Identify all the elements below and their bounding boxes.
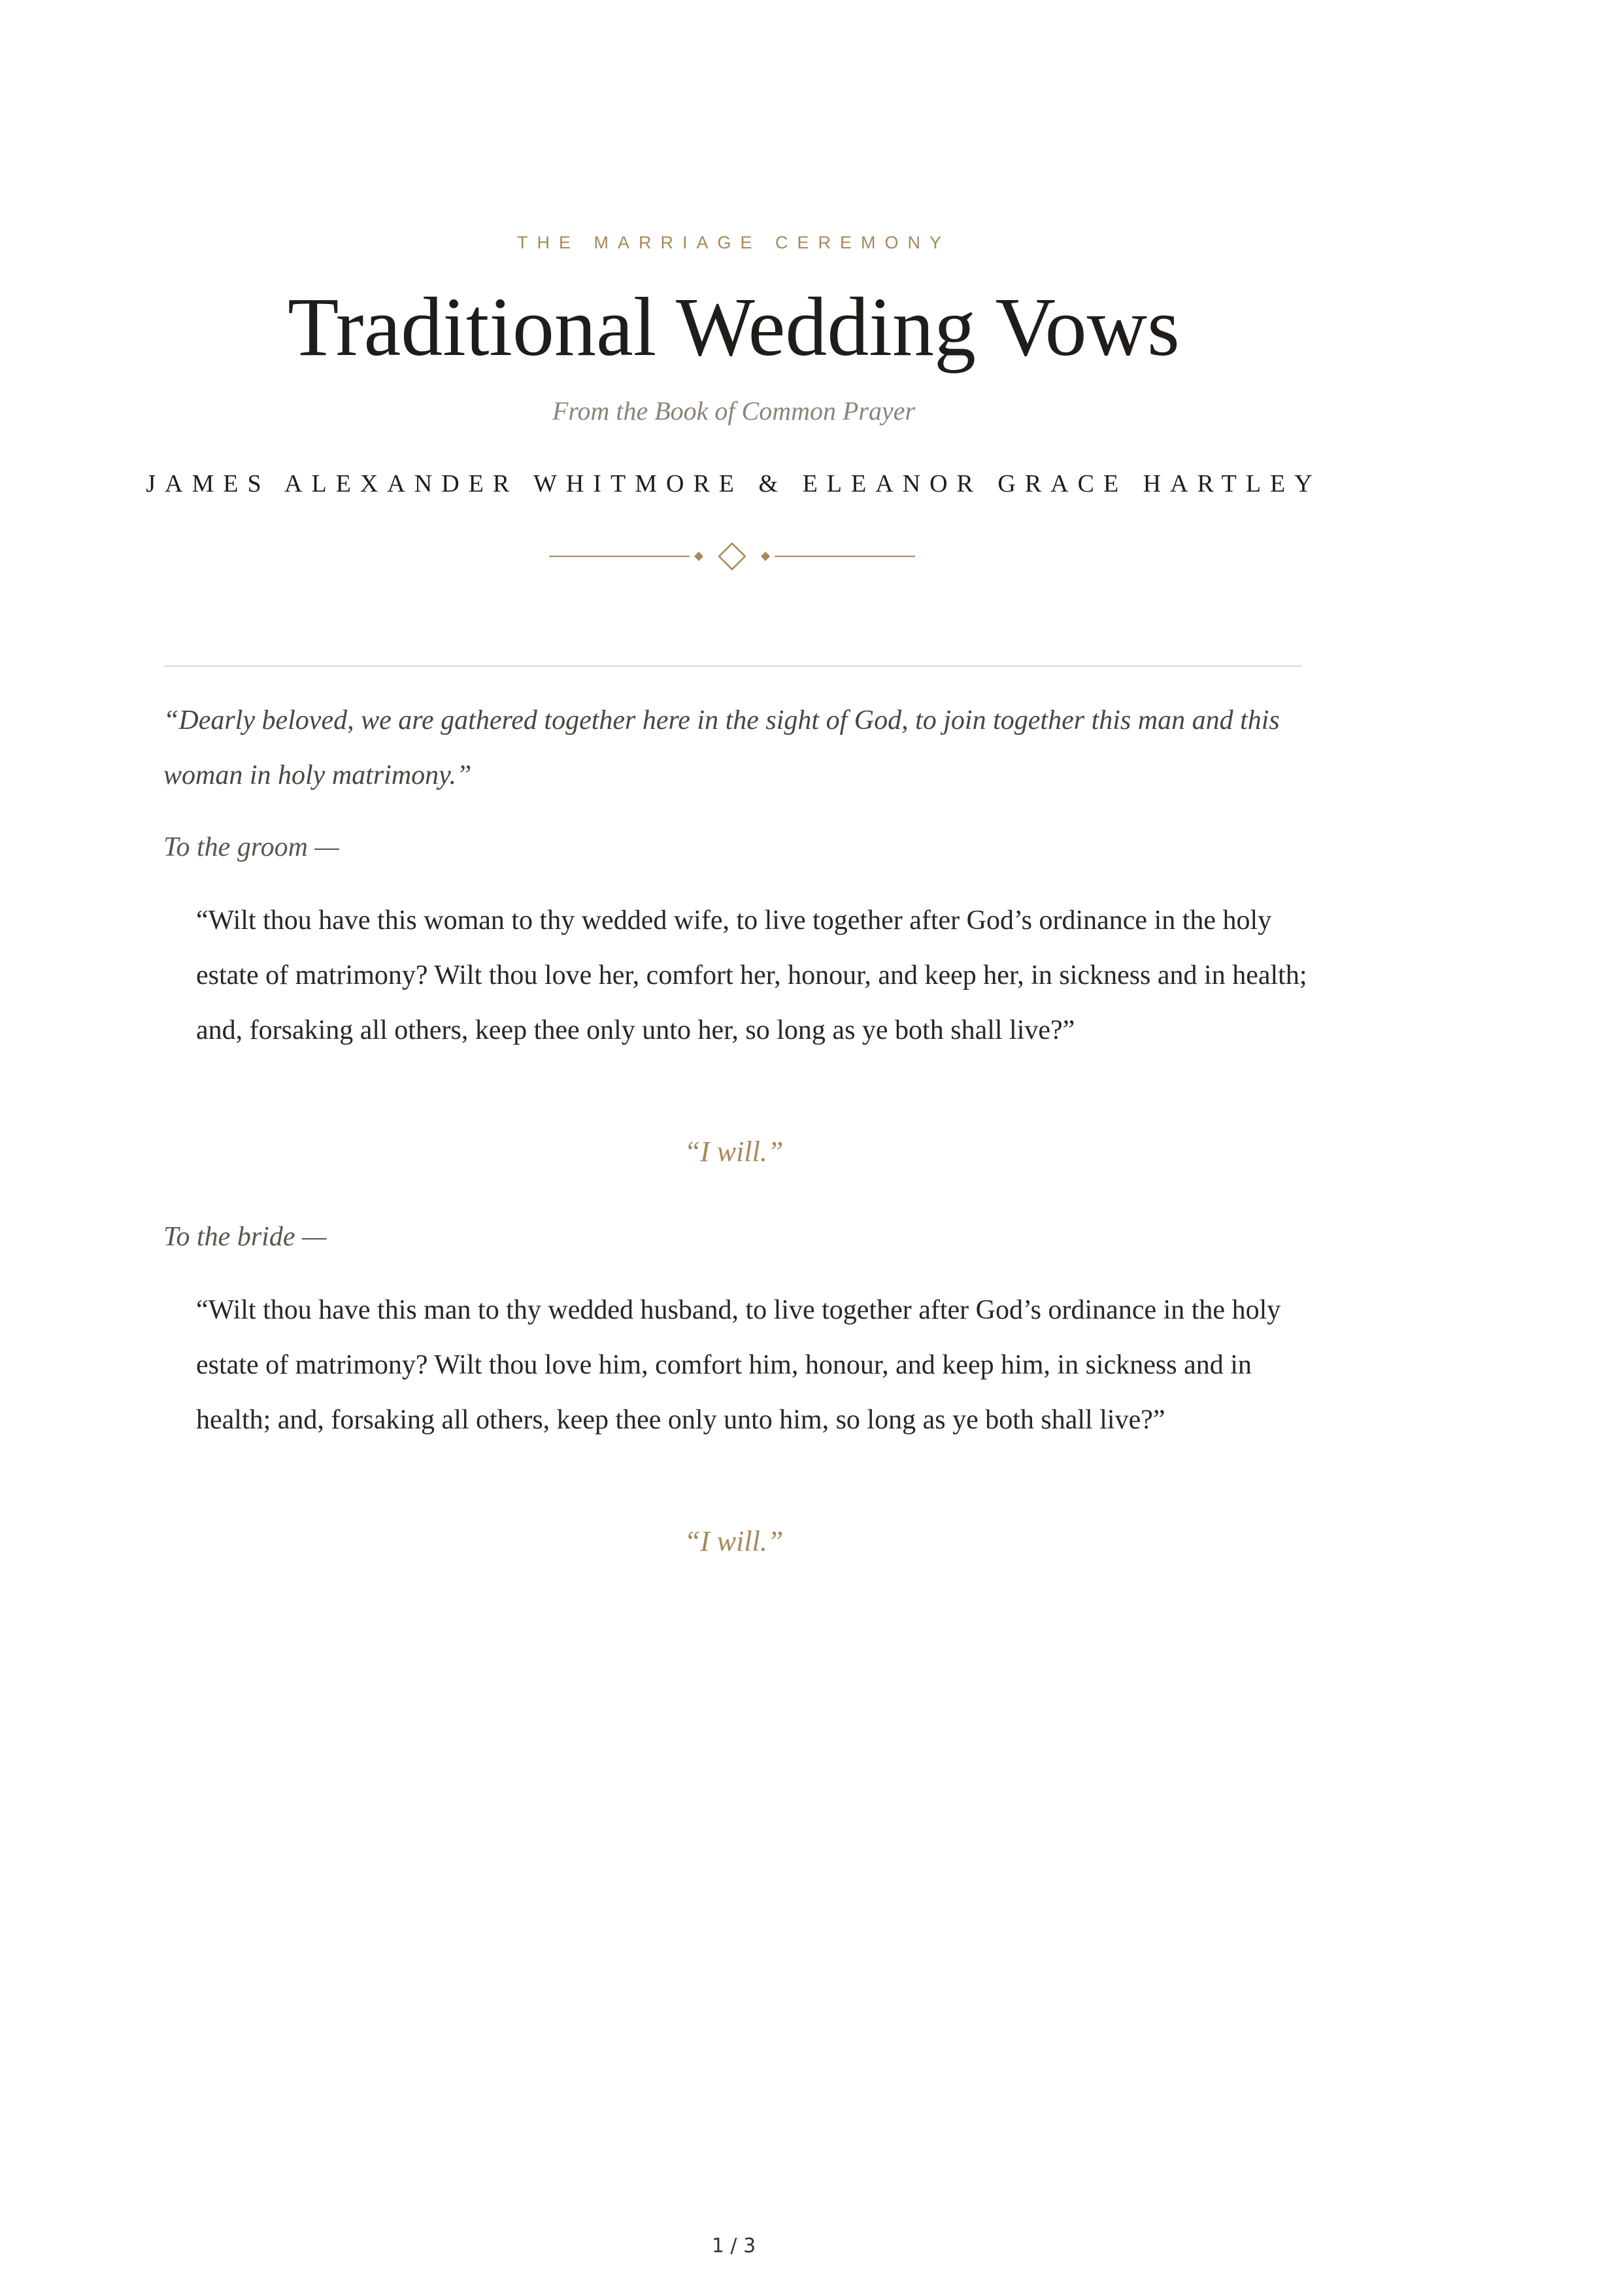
groom-vow: “Wilt thou have this woman to thy wedded wife, to live together after God’s ordinance in the holy estate of matrimony? Wilt thou love her, comfort her, honour, and keep her, in sickness and in health; and, forsaking all others, keep thee only unto her, so long as ye both shall live?” [196, 905, 1307, 1045]
page-number: 1 / 3 [711, 2235, 756, 2257]
intro-paragraph: “Dearly beloved, we are gathered together here in the sight of God, to join together this man and this woman in holy matrimony.” [163, 705, 1280, 790]
section-divider [163, 666, 1302, 667]
bride-vow: “Wilt thou have this man to thy wedded husband, to live together after God’s ordinance in the holy estate of matrimony? Wilt thou love him, comfort him, honour, and keep him, in sickness and in health; and, forsaking all others, keep thee only unto him, so long as ye both shall live?” [196, 1295, 1281, 1435]
diamond-ornament-icon [549, 540, 915, 573]
couple-names: JAMES ALEXANDER WHITMORE & ELEANOR GRACE HARTLEY [146, 470, 1322, 498]
subtitle: From the Book of Common Prayer [552, 396, 916, 426]
eyebrow-label: THE MARRIAGE CEREMONY [516, 233, 951, 252]
bride-cue: To the bride — [163, 1222, 327, 1252]
groom-cue: To the groom — [163, 832, 339, 862]
groom-response: “I will.” [684, 1136, 784, 1168]
bride-response: “I will.” [684, 1525, 784, 1557]
page-title: Traditional Wedding Vows [288, 280, 1180, 373]
